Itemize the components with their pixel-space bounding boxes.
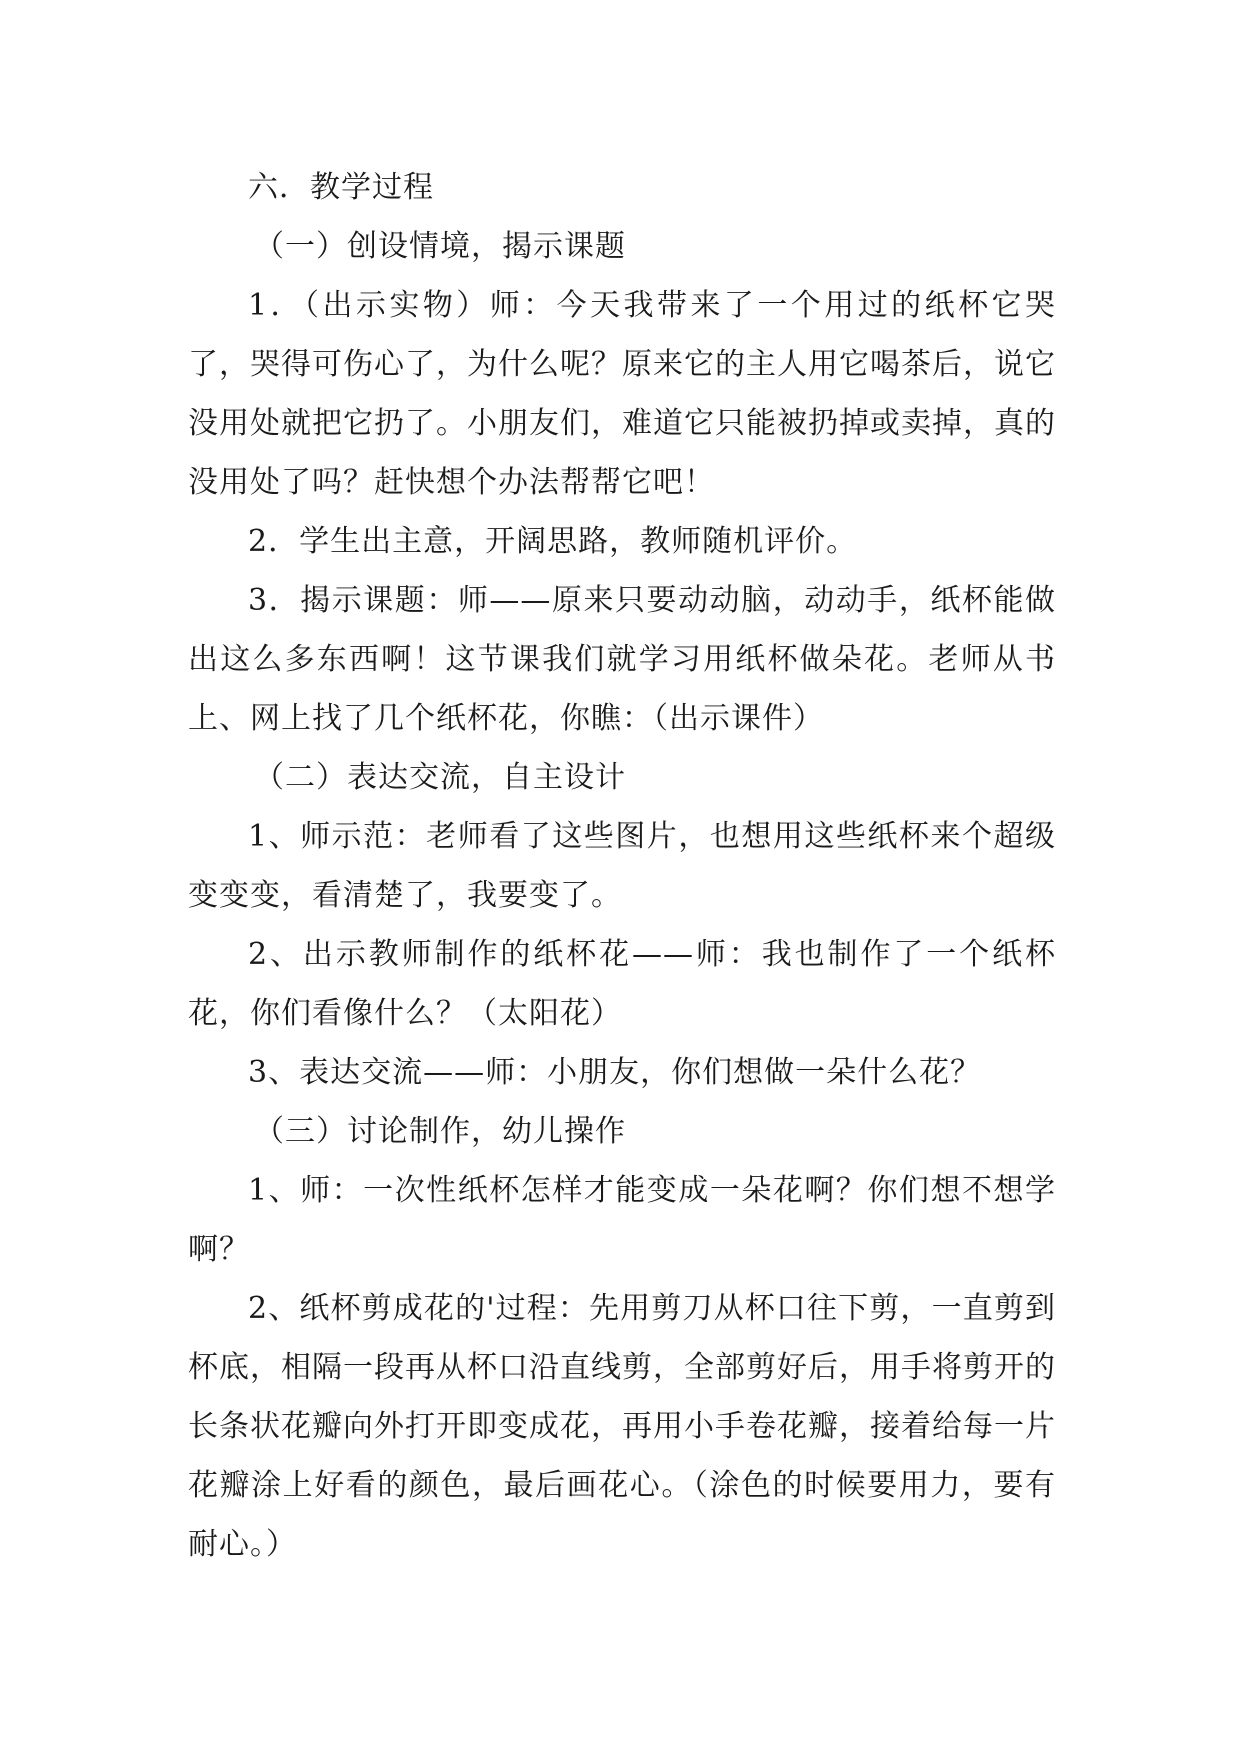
- paragraph: 1、师：一次性纸杯怎样才能变成一朵花啊？你们想不想学啊？: [188, 1173, 1056, 1267]
- paragraph: 1、师示范：老师看了这些图片，也想用这些纸杯来个超级变变变，看清楚了，我要变了。: [188, 819, 1056, 913]
- subsection-heading: （一）创设情境，揭示课题: [254, 229, 626, 264]
- paragraph: 3、表达交流——师：小朋友，你们想做一朵什么花？: [248, 1055, 982, 1090]
- paragraph: 3．揭示课题：师——原来只要动动脑，动动手，纸杯能做出这么多东西啊！这节课我们就学习用纸杯做朵花。老师从书上、网上找了几个纸杯花，你瞧：（出示课件）: [188, 583, 1056, 736]
- document-body: [188, 158, 1056, 1574]
- subsection-heading: （二）表达交流，自主设计: [254, 760, 626, 795]
- paragraph: 2、出示教师制作的纸杯花——师：我也制作了一个纸杯花，你们看像什么？（太阳花）: [188, 937, 1056, 1031]
- paragraph: 2．学生出主意，开阔思路，教师随机评价。: [248, 524, 858, 559]
- paragraph: 1．（出示实物）师：今天我带来了一个用过的纸杯它哭了，哭得可伤心了，为什么呢？原来它的主人用它喝茶后，说它没用处就把它扔了。小朋友们，难道它只能被扔掉或卖掉，真的没用处了吗？赶快想个办法帮帮它吧！: [188, 288, 1056, 500]
- subsection-heading: （三）讨论制作，幼儿操作: [254, 1114, 626, 1149]
- paragraph: 2、纸杯剪成花的'过程：先用剪刀从杯口往下剪，一直剪到杯底，相隔一段再从杯口沿直线剪，全部剪好后，用手将剪开的长条状花瓣向外打开即变成花，再用小手卷花瓣，接着给每一片花瓣涂上好看的颜色，最后画花心。（涂色的时候要用力，要有耐心。）: [188, 1291, 1056, 1562]
- section-heading: 六．教学过程: [248, 170, 434, 205]
